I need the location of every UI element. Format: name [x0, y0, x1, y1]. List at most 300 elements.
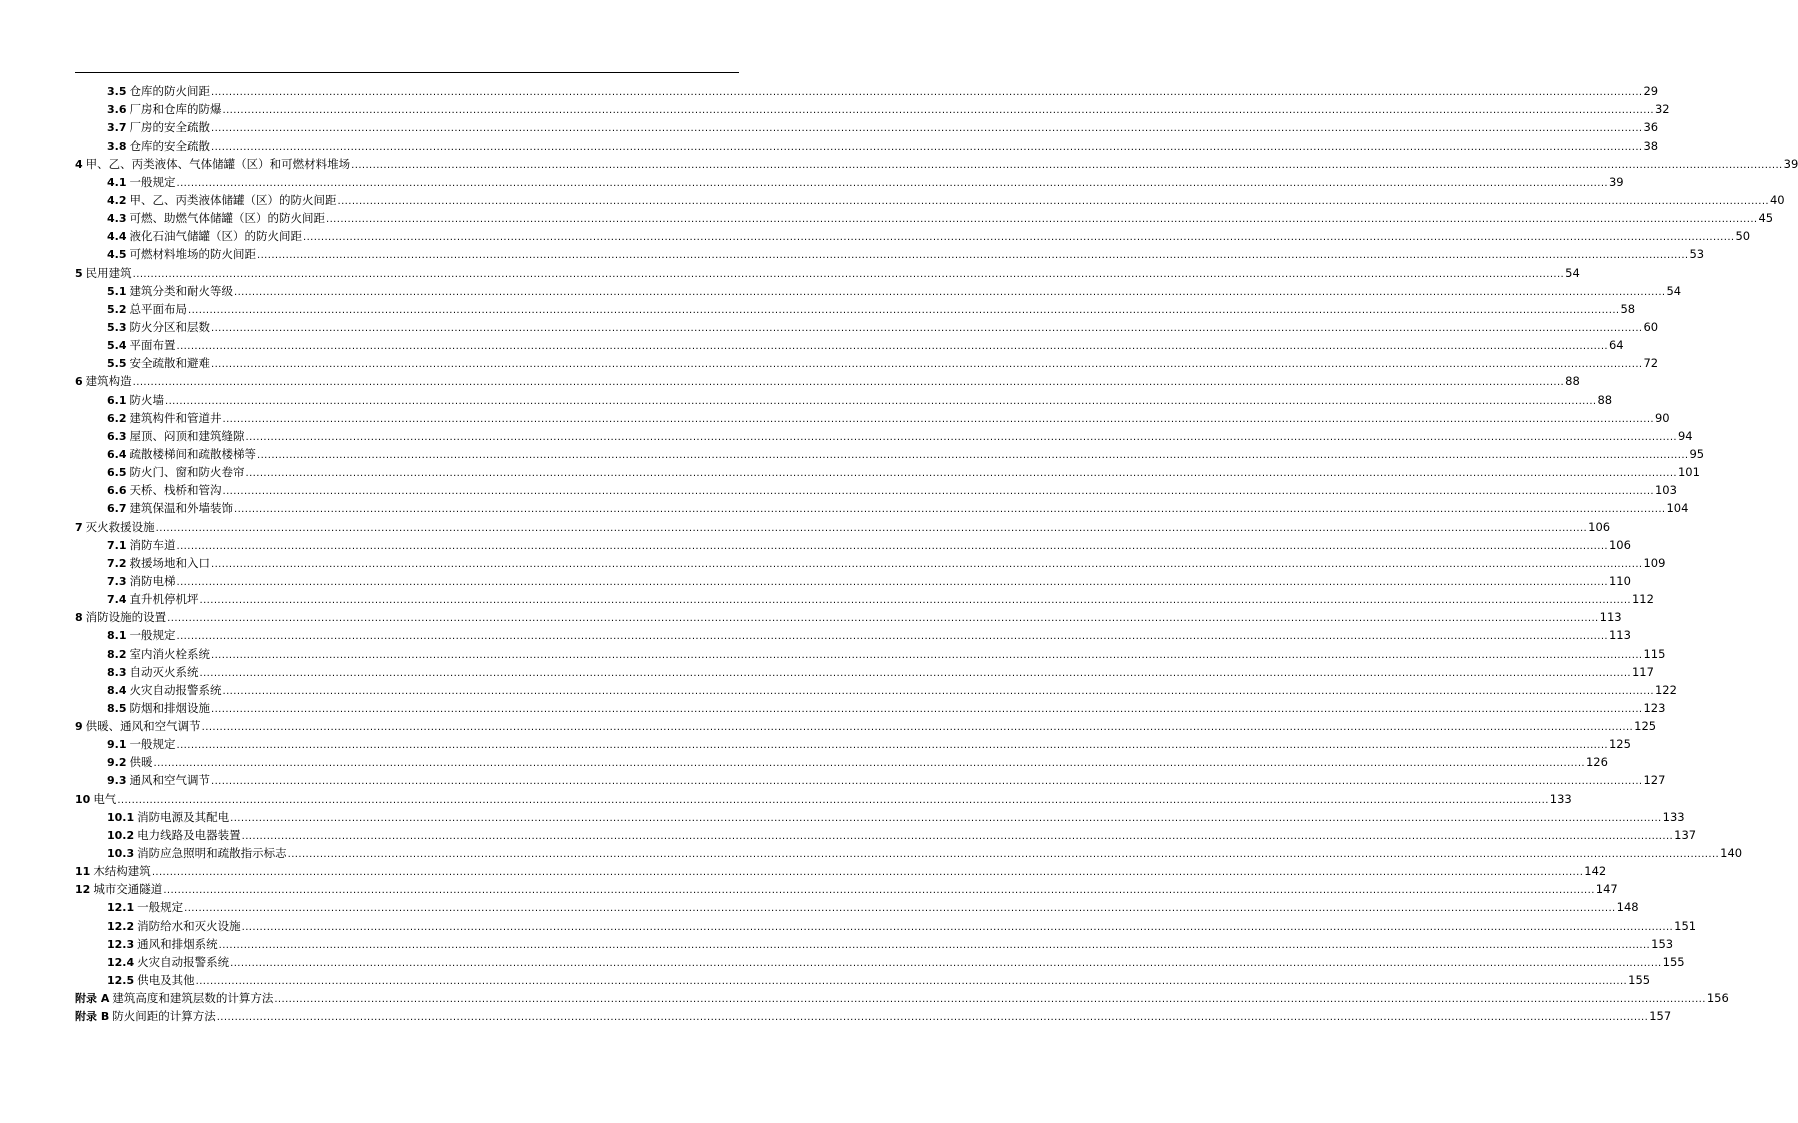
toc-chapter-entry[interactable] [75, 716, 1657, 734]
toc-dot-leader: ................................................................................................................................................................................................................................................................................................................................................................................................................ [211, 558, 1643, 570]
toc-section-entry[interactable] [75, 734, 1631, 752]
toc-entry-label [107, 846, 287, 861]
toc-chapter-entry[interactable] [75, 861, 1607, 879]
toc-page-number: 94 [1677, 428, 1693, 443]
toc-entry-title: 供暖 [129, 755, 153, 770]
toc-page-number: 72 [1643, 356, 1659, 371]
toc-entry-label [107, 465, 245, 480]
toc-dot-leader: ................................................................................................................................................................................................................................................................................................................................................................................................................ [222, 413, 1654, 425]
toc-section-entry[interactable] [75, 843, 1743, 861]
toc-entry-title: 消防设施的设置 [85, 610, 167, 625]
toc-dot-leader: ................................................................................................................................................................................................................................................................................................................................................................................................................ [222, 685, 1654, 697]
toc-entry-title: 甲、乙、丙类液体储罐（区）的防火间距 [129, 192, 337, 207]
toc-page-number: 36 [1643, 120, 1659, 135]
toc-page-number: 125 [1634, 719, 1657, 734]
toc-page-number: 39 [1608, 174, 1624, 189]
toc-dot-leader: ................................................................................................................................................................................................................................................................................................................................................................................................................ [176, 540, 1608, 552]
toc-entry-number: 8.5 [107, 701, 127, 715]
toc-page-number: 117 [1631, 664, 1654, 679]
toc-entry-title: 一般规定 [137, 900, 184, 915]
toc-page-number: 110 [1608, 573, 1631, 588]
toc-dot-leader: ................................................................................................................................................................................................................................................................................................................................................................................................................ [241, 830, 1674, 842]
toc-entry-label [107, 919, 241, 934]
toc-entry-title: 安全疏散和避难 [129, 356, 210, 371]
toc-section-entry[interactable] [75, 389, 1613, 407]
toc-page-number: 101 [1677, 465, 1700, 480]
toc-entry-title: 建筑保温和外墙装饰 [129, 501, 233, 516]
toc-entry-label [107, 556, 210, 571]
toc-entry-number: 6.4 [107, 447, 127, 461]
toc-entry-label [107, 320, 210, 335]
toc-dot-leader: ................................................................................................................................................................................................................................................................................................................................................................................................................ [132, 377, 1565, 389]
toc-dot-leader: ................................................................................................................................................................................................................................................................................................................................................................................................................ [326, 214, 1758, 226]
toc-section-entry[interactable] [75, 589, 1654, 607]
toc-dot-leader: ................................................................................................................................................................................................................................................................................................................................................................................................................ [176, 576, 1608, 588]
toc-page-number: 50 [1735, 229, 1751, 244]
toc-entry-title: 消防应急照明和疏散指示标志 [137, 846, 287, 861]
toc-section-entry[interactable] [75, 825, 1697, 843]
toc-entry-number: 10.2 [107, 828, 135, 842]
toc-section-entry[interactable] [75, 190, 1785, 208]
toc-entry-number: 6.2 [107, 411, 127, 425]
toc-entry-number: 9.1 [107, 738, 127, 752]
toc-entry-label [107, 393, 164, 408]
toc-section-entry[interactable] [75, 752, 1608, 770]
toc-entry-title: 建筑高度和建筑层数的计算方法 [112, 991, 274, 1006]
toc-page-number: 126 [1585, 755, 1608, 770]
toc-dot-leader: ................................................................................................................................................................................................................................................................................................................................................................................................................ [199, 595, 1631, 607]
toc-entry-number: 9 [75, 720, 83, 734]
toc-dot-leader: ................................................................................................................................................................................................................................................................................................................................................................................................................ [117, 794, 1549, 806]
toc-entry-title: 民用建筑 [85, 265, 132, 280]
toc-dot-leader: ................................................................................................................................................................................................................................................................................................................................................................................................................ [245, 468, 1677, 480]
toc-entry-label [75, 610, 166, 625]
toc-section-entry[interactable] [75, 535, 1631, 553]
toc-section-entry[interactable] [75, 444, 1705, 462]
toc-entry-number: 12.4 [107, 955, 135, 969]
toc-entry-number: 4.5 [107, 248, 127, 262]
toc-section-entry[interactable] [75, 99, 1670, 117]
toc-page-number: 157 [1649, 1009, 1672, 1024]
toc-page-number: 148 [1616, 900, 1639, 915]
toc-entry-label [75, 157, 350, 172]
toc-entry-label [107, 900, 183, 915]
toc-entry-label [107, 683, 222, 698]
toc-entry-number: 8 [75, 611, 83, 625]
toc-chapter-entry[interactable] [75, 788, 1572, 806]
toc-entry-label [75, 719, 201, 734]
toc-entry-label [107, 175, 176, 190]
toc-section-entry[interactable] [75, 698, 1666, 716]
toc-page-number: 95 [1689, 446, 1705, 461]
toc-entry-number: 7.1 [107, 538, 127, 552]
toc-entry-title: 供电及其他 [137, 973, 195, 988]
toc-dot-leader: ................................................................................................................................................................................................................................................................................................................................................................................................................ [257, 250, 1689, 262]
toc-entry-title: 一般规定 [129, 628, 176, 643]
toc-dot-leader: ................................................................................................................................................................................................................................................................................................................................................................................................................ [155, 522, 1588, 534]
toc-entry-title: 可燃材料堆场的防火间距 [129, 247, 256, 262]
table-of-contents [75, 81, 1798, 1024]
toc-entry-number: 11 [75, 865, 91, 879]
toc-section-entry[interactable] [75, 498, 1689, 516]
toc-section-entry[interactable] [75, 299, 1636, 317]
toc-entry-number: 5.2 [107, 302, 127, 316]
toc-dot-leader: ................................................................................................................................................................................................................................................................................................................................................................................................................ [211, 87, 1643, 99]
toc-page-number: 112 [1631, 592, 1654, 607]
toc-page-number: 155 [1662, 954, 1685, 969]
toc-dot-leader: ................................................................................................................................................................................................................................................................................................................................................................................................................ [211, 776, 1643, 788]
toc-dot-leader: ................................................................................................................................................................................................................................................................................................................................................................................................................ [274, 994, 1706, 1006]
toc-page-number: 133 [1549, 791, 1572, 806]
toc-page-number: 53 [1689, 247, 1705, 262]
toc-dot-leader: ................................................................................................................................................................................................................................................................................................................................................................................................................ [151, 867, 1584, 879]
toc-page-number: 142 [1584, 864, 1607, 879]
toc-dot-leader: ................................................................................................................................................................................................................................................................................................................................................................................................................ [216, 1012, 1649, 1024]
toc-entry-number: 12.2 [107, 919, 135, 933]
toc-dot-leader: ................................................................................................................................................................................................................................................................................................................................................................................................................ [218, 939, 1651, 951]
toc-dot-leader: ................................................................................................................................................................................................................................................................................................................................................................................................................ [287, 849, 1720, 861]
toc-entry-title: 供暖、通风和空气调节 [85, 719, 201, 734]
toc-entry-number: 3.7 [107, 121, 127, 135]
toc-section-entry[interactable] [75, 462, 1700, 480]
toc-section-entry[interactable] [75, 353, 1659, 371]
toc-entry-title: 屋顶、闷顶和建筑缝隙 [129, 428, 245, 443]
toc-section-entry[interactable] [75, 172, 1624, 190]
toc-section-entry[interactable] [75, 408, 1670, 426]
toc-dot-leader: ................................................................................................................................................................................................................................................................................................................................................................................................................ [230, 812, 1662, 824]
toc-dot-leader: ................................................................................................................................................................................................................................................................................................................................................................................................................ [211, 141, 1643, 153]
toc-page-number: 64 [1608, 338, 1624, 353]
toc-page-number: 113 [1599, 610, 1622, 625]
toc-entry-title: 通风和排烟系统 [137, 936, 218, 951]
toc-entry-title: 自动灭火系统 [129, 664, 199, 679]
toc-section-entry[interactable] [75, 770, 1666, 788]
toc-entry-title: 建筑构件和管道井 [129, 410, 222, 425]
toc-page-number: 151 [1674, 918, 1697, 933]
toc-entry-number: 10.1 [107, 810, 135, 824]
toc-dot-leader: ................................................................................................................................................................................................................................................................................................................................................................................................................ [230, 957, 1662, 969]
toc-entry-label [107, 828, 241, 843]
toc-page-number: 38 [1643, 138, 1659, 153]
toc-entry-title: 液化石油气储罐（区）的防火间距 [129, 229, 302, 244]
toc-dot-leader: ................................................................................................................................................................................................................................................................................................................................................................................................................ [222, 486, 1654, 498]
toc-entry-title: 疏散楼梯间和疏散楼梯等 [129, 446, 256, 461]
toc-page-number: 113 [1608, 628, 1631, 643]
toc-entry-label [107, 665, 199, 680]
toc-page-number: 90 [1654, 410, 1670, 425]
toc-page-number: 137 [1674, 827, 1697, 842]
toc-entry-label [107, 483, 222, 498]
toc-dot-leader: ................................................................................................................................................................................................................................................................................................................................................................................................................ [234, 286, 1666, 298]
toc-section-entry[interactable] [75, 662, 1654, 680]
toc-page-number: 104 [1666, 501, 1689, 516]
toc-entry-title: 直升机停机坪 [129, 592, 199, 607]
toc-dot-leader: ................................................................................................................................................................................................................................................................................................................................................................................................................ [199, 667, 1631, 679]
toc-entry-title: 防火分区和层数 [129, 319, 210, 334]
toc-entry-label [107, 574, 176, 589]
toc-page-number: 103 [1654, 483, 1677, 498]
header-rule [75, 72, 739, 73]
toc-chapter-entry[interactable] [75, 879, 1618, 897]
toc-entry-title: 防火门、窗和防火卷帘 [129, 465, 245, 480]
toc-page-number: 58 [1620, 301, 1636, 316]
toc-entry-number: 3.6 [107, 103, 127, 117]
toc-entry-title: 仓库的防火间距 [129, 84, 210, 99]
toc-page-number: 60 [1643, 319, 1659, 334]
toc-page-number: 29 [1643, 84, 1659, 99]
toc-entry-number: 4 [75, 157, 83, 171]
toc-entry-label [107, 102, 222, 117]
toc-entry-number: 附录 A [75, 992, 110, 1006]
toc-page-number: 155 [1628, 973, 1651, 988]
toc-section-entry[interactable] [75, 135, 1659, 153]
toc-entry-title: 一般规定 [129, 737, 176, 752]
toc-section-entry[interactable] [75, 117, 1659, 135]
toc-dot-leader: ................................................................................................................................................................................................................................................................................................................................................................................................................ [241, 921, 1674, 933]
toc-entry-number: 6 [75, 375, 83, 389]
toc-dot-leader: ................................................................................................................................................................................................................................................................................................................................................................................................................ [188, 304, 1620, 316]
toc-entry-label [107, 84, 210, 99]
toc-entry-title: 消防给水和灭火设施 [137, 918, 241, 933]
toc-entry-title: 一般规定 [129, 174, 176, 189]
toc-dot-leader: ................................................................................................................................................................................................................................................................................................................................................................................................................ [234, 504, 1666, 516]
toc-entry-number: 附录 B [75, 1010, 110, 1024]
toc-page-number: 153 [1651, 936, 1674, 951]
toc-dot-leader: ................................................................................................................................................................................................................................................................................................................................................................................................................ [303, 232, 1735, 244]
toc-page-number: 40 [1769, 192, 1785, 207]
toc-entry-number: 3.5 [107, 85, 127, 99]
toc-page-number: 122 [1654, 682, 1677, 697]
toc-entry-number: 5.4 [107, 339, 127, 353]
toc-entry-label [75, 266, 132, 281]
toc-entry-label [107, 538, 176, 553]
toc-entry-label [107, 755, 153, 770]
toc-dot-leader: ................................................................................................................................................................................................................................................................................................................................................................................................................ [184, 903, 1616, 915]
toc-entry-title: 建筑构造 [85, 374, 132, 389]
toc-page-number: 140 [1720, 846, 1743, 861]
toc-entry-number: 6.7 [107, 502, 127, 516]
toc-section-entry[interactable] [75, 317, 1659, 335]
toc-entry-label [107, 592, 199, 607]
toc-entry-number: 7 [75, 520, 83, 534]
toc-entry-label [107, 229, 302, 244]
toc-entry-title: 平面布置 [129, 338, 176, 353]
toc-dot-leader: ................................................................................................................................................................................................................................................................................................................................................................................................................ [257, 449, 1689, 461]
toc-entry-label [107, 973, 195, 988]
toc-entry-label [107, 701, 210, 716]
toc-section-entry[interactable] [75, 934, 1674, 952]
toc-entry-title: 木结构建筑 [93, 864, 151, 879]
toc-dot-leader: ................................................................................................................................................................................................................................................................................................................................................................................................................ [176, 177, 1608, 189]
toc-entry-number: 4.4 [107, 230, 127, 244]
toc-page-number: 147 [1595, 882, 1618, 897]
toc-entry-label [107, 737, 176, 752]
toc-dot-leader: ................................................................................................................................................................................................................................................................................................................................................................................................................ [351, 159, 1783, 171]
toc-entry-number: 7.3 [107, 574, 127, 588]
toc-entry-number: 5.5 [107, 357, 127, 371]
toc-entry-label [75, 1009, 216, 1024]
toc-page-number: 123 [1643, 700, 1666, 715]
toc-section-entry[interactable] [75, 208, 1774, 226]
toc-entry-number: 4.1 [107, 175, 127, 189]
toc-dot-leader: ................................................................................................................................................................................................................................................................................................................................................................................................................ [167, 613, 1599, 625]
toc-entry-number: 4.2 [107, 193, 127, 207]
toc-page-number: 32 [1654, 102, 1670, 117]
toc-dot-leader: ................................................................................................................................................................................................................................................................................................................................................................................................................ [165, 395, 1597, 407]
toc-page-number: 54 [1565, 265, 1580, 280]
toc-entry-title: 建筑分类和耐火等级 [129, 283, 233, 298]
toc-entry-title: 火灾自动报警系统 [137, 954, 230, 969]
toc-entry-title: 消防电源及其配电 [137, 809, 230, 824]
toc-entry-label [75, 374, 132, 389]
toc-chapter-entry[interactable] [75, 1006, 1672, 1024]
toc-section-entry[interactable] [75, 553, 1666, 571]
toc-dot-leader: ................................................................................................................................................................................................................................................................................................................................................................................................................ [195, 976, 1628, 988]
toc-section-entry[interactable] [75, 897, 1639, 915]
toc-dot-leader: ................................................................................................................................................................................................................................................................................................................................................................................................................ [176, 740, 1608, 752]
toc-page-number: 88 [1597, 392, 1613, 407]
toc-chapter-entry[interactable] [75, 516, 1611, 534]
toc-section-entry[interactable] [75, 952, 1685, 970]
toc-entry-title: 防火墙 [129, 392, 164, 407]
toc-section-entry[interactable] [75, 915, 1697, 933]
toc-chapter-entry[interactable] [75, 371, 1580, 389]
toc-entry-number: 12 [75, 883, 91, 897]
toc-entry-label [107, 447, 256, 462]
toc-dot-leader: ................................................................................................................................................................................................................................................................................................................................................................................................................ [153, 758, 1585, 770]
toc-section-entry[interactable] [75, 680, 1677, 698]
toc-page-number: 45 [1758, 211, 1774, 226]
toc-entry-label [107, 302, 187, 317]
toc-entry-label [75, 520, 155, 535]
toc-section-entry[interactable] [75, 335, 1624, 353]
toc-entry-label [75, 882, 162, 897]
toc-entry-number: 12.3 [107, 937, 135, 951]
toc-entry-label [107, 773, 210, 788]
toc-page-number: 54 [1666, 283, 1682, 298]
toc-chapter-entry[interactable] [75, 154, 1798, 172]
toc-dot-leader: ................................................................................................................................................................................................................................................................................................................................................................................................................ [163, 885, 1595, 897]
toc-entry-title: 通风和空气调节 [129, 773, 210, 788]
toc-entry-number: 5 [75, 266, 83, 280]
toc-entry-number: 9.2 [107, 756, 127, 770]
toc-entry-number: 7.4 [107, 593, 127, 607]
toc-entry-title: 救援场地和入口 [129, 555, 210, 570]
toc-dot-leader: ................................................................................................................................................................................................................................................................................................................................................................................................................ [211, 123, 1643, 135]
toc-entry-number: 6.3 [107, 429, 127, 443]
toc-page-number: 133 [1662, 809, 1685, 824]
toc-section-entry[interactable] [75, 970, 1651, 988]
toc-section-entry[interactable] [75, 244, 1705, 262]
toc-dot-leader: ................................................................................................................................................................................................................................................................................................................................................................................................................ [222, 105, 1654, 117]
toc-entry-label [107, 628, 176, 643]
toc-entry-label [107, 955, 229, 970]
toc-section-entry[interactable] [75, 81, 1659, 99]
toc-entry-label [75, 991, 273, 1006]
toc-entry-label [107, 937, 218, 952]
toc-section-entry[interactable] [75, 480, 1677, 498]
toc-chapter-entry[interactable] [75, 607, 1622, 625]
toc-section-entry[interactable] [75, 807, 1685, 825]
toc-section-entry[interactable] [75, 625, 1631, 643]
toc-chapter-entry[interactable] [75, 988, 1729, 1006]
toc-entry-number: 10 [75, 792, 91, 806]
toc-page-number: 109 [1643, 555, 1666, 570]
toc-chapter-entry[interactable] [75, 262, 1580, 280]
toc-entry-label [75, 864, 151, 879]
toc-entry-title: 消防电梯 [129, 573, 176, 588]
toc-dot-leader: ................................................................................................................................................................................................................................................................................................................................................................................................................ [176, 341, 1608, 353]
toc-section-entry[interactable] [75, 643, 1666, 661]
toc-dot-leader: ................................................................................................................................................................................................................................................................................................................................................................................................................ [337, 195, 1769, 207]
toc-entry-label [107, 211, 325, 226]
toc-entry-title: 可燃、助燃气体储罐（区）的防火间距 [129, 211, 325, 226]
toc-entry-label [107, 429, 245, 444]
toc-entry-label [107, 338, 176, 353]
toc-dot-leader: ................................................................................................................................................................................................................................................................................................................................................................................................................ [201, 722, 1634, 734]
toc-entry-title: 防烟和排烟设施 [129, 700, 210, 715]
toc-page-number: 39 [1783, 156, 1798, 171]
toc-entry-number: 6.1 [107, 393, 127, 407]
toc-entry-title: 火灾自动报警系统 [129, 682, 222, 697]
toc-entry-label [107, 810, 229, 825]
toc-section-entry[interactable] [75, 426, 1693, 444]
toc-entry-title: 厂房的安全疏散 [129, 120, 210, 135]
toc-entry-title: 天桥、栈桥和管沟 [129, 483, 222, 498]
toc-entry-title: 总平面布局 [129, 301, 187, 316]
toc-section-entry[interactable] [75, 226, 1751, 244]
toc-entry-number: 12.5 [107, 974, 135, 988]
toc-entry-label [107, 247, 256, 262]
toc-entry-number: 8.1 [107, 629, 127, 643]
toc-entry-number: 8.2 [107, 647, 127, 661]
toc-entry-label [75, 792, 116, 807]
toc-dot-leader: ................................................................................................................................................................................................................................................................................................................................................................................................................ [132, 268, 1565, 280]
toc-entry-title: 消防车道 [129, 537, 176, 552]
toc-entry-title: 灭火救援设施 [85, 519, 155, 534]
toc-page-number: 106 [1588, 519, 1611, 534]
toc-entry-title: 甲、乙、丙类液体、气体储罐（区）和可燃材料堆场 [85, 156, 351, 171]
toc-entry-number: 12.1 [107, 901, 135, 915]
toc-section-entry[interactable] [75, 571, 1631, 589]
toc-dot-leader: ................................................................................................................................................................................................................................................................................................................................................................................................................ [211, 703, 1643, 715]
toc-entry-number: 6.5 [107, 466, 127, 480]
toc-entry-label [107, 139, 210, 154]
toc-entry-number: 9.3 [107, 774, 127, 788]
toc-entry-label [107, 647, 210, 662]
toc-entry-title: 厂房和仓库的防爆 [129, 102, 222, 117]
toc-dot-leader: ................................................................................................................................................................................................................................................................................................................................................................................................................ [211, 359, 1643, 371]
toc-entry-number: 8.4 [107, 683, 127, 697]
toc-entry-number: 10.3 [107, 847, 135, 861]
toc-dot-leader: ................................................................................................................................................................................................................................................................................................................................................................................................................ [211, 322, 1643, 334]
toc-entry-label [107, 193, 337, 208]
toc-entry-title: 室内消火栓系统 [129, 646, 210, 661]
toc-section-entry[interactable] [75, 281, 1682, 299]
toc-entry-number: 7.2 [107, 556, 127, 570]
toc-entry-number: 5.1 [107, 284, 127, 298]
toc-entry-label [107, 356, 210, 371]
toc-entry-number: 3.8 [107, 139, 127, 153]
toc-page-number: 125 [1608, 737, 1631, 752]
toc-entry-title: 电力线路及电器装置 [137, 827, 241, 842]
toc-dot-leader: ................................................................................................................................................................................................................................................................................................................................................................................................................ [211, 649, 1643, 661]
toc-dot-leader: ................................................................................................................................................................................................................................................................................................................................................................................................................ [245, 431, 1677, 443]
toc-page-number: 106 [1608, 537, 1631, 552]
toc-entry-number: 8.3 [107, 665, 127, 679]
toc-entry-label [107, 411, 222, 426]
toc-page-number: 115 [1643, 646, 1666, 661]
